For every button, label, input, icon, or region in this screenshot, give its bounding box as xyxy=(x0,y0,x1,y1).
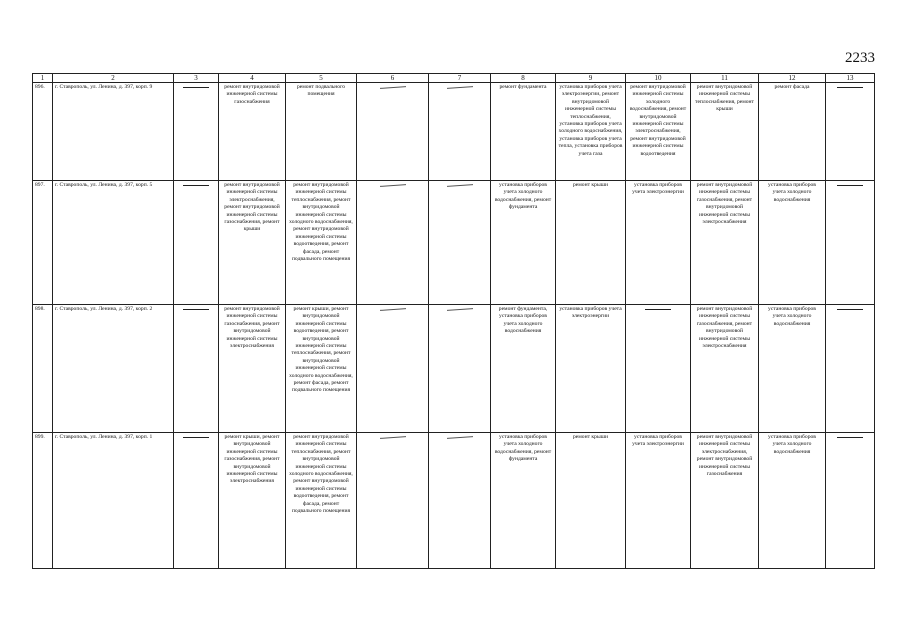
dash-mark xyxy=(447,184,473,187)
work-cell-col-10: установка приборов учета электроэнергии xyxy=(626,181,691,305)
work-cell-col-12: установка приборов учета холодного водоснабжения xyxy=(759,181,826,305)
work-cell-col-4: ремонт внутридомовой инженерной системы газоснабжения xyxy=(219,83,286,181)
header-cell: 2 xyxy=(53,74,174,83)
dash-mark xyxy=(183,437,209,438)
empty-dash-cell xyxy=(174,83,219,181)
capital-repair-table xyxy=(32,73,875,569)
work-cell-col-9: ремонт крыши xyxy=(556,181,626,305)
dash-mark xyxy=(447,308,473,311)
empty-dash-cell xyxy=(357,305,429,433)
header-cell: 12 xyxy=(759,74,826,83)
dash-mark xyxy=(183,185,209,186)
work-cell-col-5: ремонт внутридомовой инженерной системы теплоснабжения, ремонт внутридомовой инженерной системы холодного водоснабжения, ремонт внутридомовой инженерной системы водоотведения, ремонт фасада, ремонт подвального помещения xyxy=(286,433,357,569)
empty-dash-cell xyxy=(174,181,219,305)
header-cell: 5 xyxy=(286,74,357,83)
empty-dash-cell xyxy=(429,181,491,305)
empty-dash-cell xyxy=(826,83,875,181)
header-cell: 8 xyxy=(491,74,556,83)
header-cell: 4 xyxy=(219,74,286,83)
work-cell-col-12: ремонт фасада xyxy=(759,83,826,181)
address-cell: г. Ставрополь, ул. Ленина, д. 397, корп. 5 xyxy=(53,181,174,305)
header-cell: 13 xyxy=(826,74,875,83)
empty-dash-cell xyxy=(626,305,691,433)
dash-mark xyxy=(380,436,406,439)
dash-mark xyxy=(380,184,406,187)
row-number: 899. xyxy=(33,433,53,569)
empty-dash-cell xyxy=(174,305,219,433)
address-cell: г. Ставрополь, ул. Ленина, д. 397, корп. 9 xyxy=(53,83,174,181)
work-cell-col-11: ремонт внутридомовой инженерной системы электроснабжения, ремонт внутридомовой инженерной системы газоснабжения xyxy=(691,433,759,569)
dash-mark xyxy=(183,309,209,310)
header-cell: 3 xyxy=(174,74,219,83)
work-cell-col-5: ремонт крыши, ремонт внутридомовой инженерной системы водоотведения, ремонт внутридомовой инженерной системы теплоснабжения, ремонт внутридомовой инженерной системы холодного водоснабжения, ремонт фасада, ремонт подвального помещения xyxy=(286,305,357,433)
header-cell: 10 xyxy=(626,74,691,83)
work-cell-col-8: ремонт фундамента, установка приборов учета холодного водоснабжения xyxy=(491,305,556,433)
work-cell-col-11: ремонт внутридомовой инженерной системы теплоснабжения, ремонт крыши xyxy=(691,83,759,181)
table-row xyxy=(33,83,875,181)
work-cell-col-5: ремонт подвального помещения xyxy=(286,83,357,181)
work-cell-col-11: ремонт внутридомовой инженерной системы газоснабжения, ремонт внутридомовой инженерной системы электроснабжения xyxy=(691,181,759,305)
header-cell: 9 xyxy=(556,74,626,83)
dash-mark xyxy=(837,437,863,438)
work-cell-col-10: установка приборов учета электроэнергии xyxy=(626,433,691,569)
work-cell-col-8: установка приборов учета холодного водоснабжения, ремонт фундамента xyxy=(491,181,556,305)
work-cell-col-9: ремонт крыши xyxy=(556,433,626,569)
table-row xyxy=(33,305,875,433)
work-cell-col-9: установка приборов учета электроэнергии, ремонт внутридомовой инженерной системы теплоснабжения, установка приборов учета холодного водоснабжения, установка приборов учета тепла, установка приборов учета газа xyxy=(556,83,626,181)
work-cell-col-4: ремонт внутридомовой инженерной системы электроснабжения, ремонт внутридомовой инженерной системы газоснабжения, ремонт крыши xyxy=(219,181,286,305)
header-cell: 7 xyxy=(429,74,491,83)
empty-dash-cell xyxy=(357,181,429,305)
dash-mark xyxy=(380,308,406,311)
empty-dash-cell xyxy=(826,305,875,433)
work-cell-col-10: ремонт внутридомовой инженерной системы холодного водоснабжения, ремонт внутридомовой инженерной системы электроснабжения, ремонт внутридомовой инженерной системы водоотведения xyxy=(626,83,691,181)
work-cell-col-8: ремонт фундамента xyxy=(491,83,556,181)
work-cell-col-12: установка приборов учета холодного водоснабжения xyxy=(759,305,826,433)
empty-dash-cell xyxy=(826,433,875,569)
header-cell: 6 xyxy=(357,74,429,83)
work-cell-col-9: установка приборов учета электроэнергии xyxy=(556,305,626,433)
work-cell-col-4: ремонт внутридомовой инженерной системы газоснабжения, ремонт внутридомовой инженерной системы электроснабжения xyxy=(219,305,286,433)
dash-mark xyxy=(183,87,209,88)
work-cell-col-12: установка приборов учета холодного водоснабжения xyxy=(759,433,826,569)
dash-mark xyxy=(447,436,473,439)
address-cell: г. Ставрополь, ул. Ленина, д. 397, корп. 1 xyxy=(53,433,174,569)
table-row xyxy=(33,181,875,305)
empty-dash-cell xyxy=(357,83,429,181)
dash-mark xyxy=(447,86,473,89)
dash-mark xyxy=(837,87,863,88)
header-cell: 1 xyxy=(33,74,53,83)
empty-dash-cell xyxy=(429,433,491,569)
row-number: 897. xyxy=(33,181,53,305)
row-number: 898. xyxy=(33,305,53,433)
dash-mark xyxy=(837,309,863,310)
empty-dash-cell xyxy=(357,433,429,569)
address-cell: г. Ставрополь, ул. Ленина, д. 397, корп. 2 xyxy=(53,305,174,433)
bleed-through-text xyxy=(0,628,905,636)
dash-mark xyxy=(380,86,406,89)
empty-dash-cell xyxy=(429,83,491,181)
row-number: 896. xyxy=(33,83,53,181)
empty-dash-cell xyxy=(174,433,219,569)
header-cell: 11 xyxy=(691,74,759,83)
work-cell-col-8: установка приборов учета холодного водоснабжения, ремонт фундамента xyxy=(491,433,556,569)
empty-dash-cell xyxy=(826,181,875,305)
work-cell-col-4: ремонт крыши, ремонт внутридомовой инженерной системы газоснабжения, ремонт внутридомовой инженерной системы электроснабжения xyxy=(219,433,286,569)
page-number: 2233 xyxy=(845,50,875,66)
table-row xyxy=(33,433,875,569)
dash-mark xyxy=(645,309,671,310)
table-header-row xyxy=(33,74,875,83)
empty-dash-cell xyxy=(429,305,491,433)
dash-mark xyxy=(837,185,863,186)
work-cell-col-5: ремонт внутридомовой инженерной системы теплоснабжения, ремонт внутридомовой инженерной системы холодного водоснабжения, ремонт внутридомовой инженерной системы водоотведения, ремонт фасада, ремонт подвального помещения xyxy=(286,181,357,305)
work-cell-col-11: ремонт внутридомовой инженерной системы газоснабжения, ремонт внутридомовой инженерной системы электроснабжения xyxy=(691,305,759,433)
